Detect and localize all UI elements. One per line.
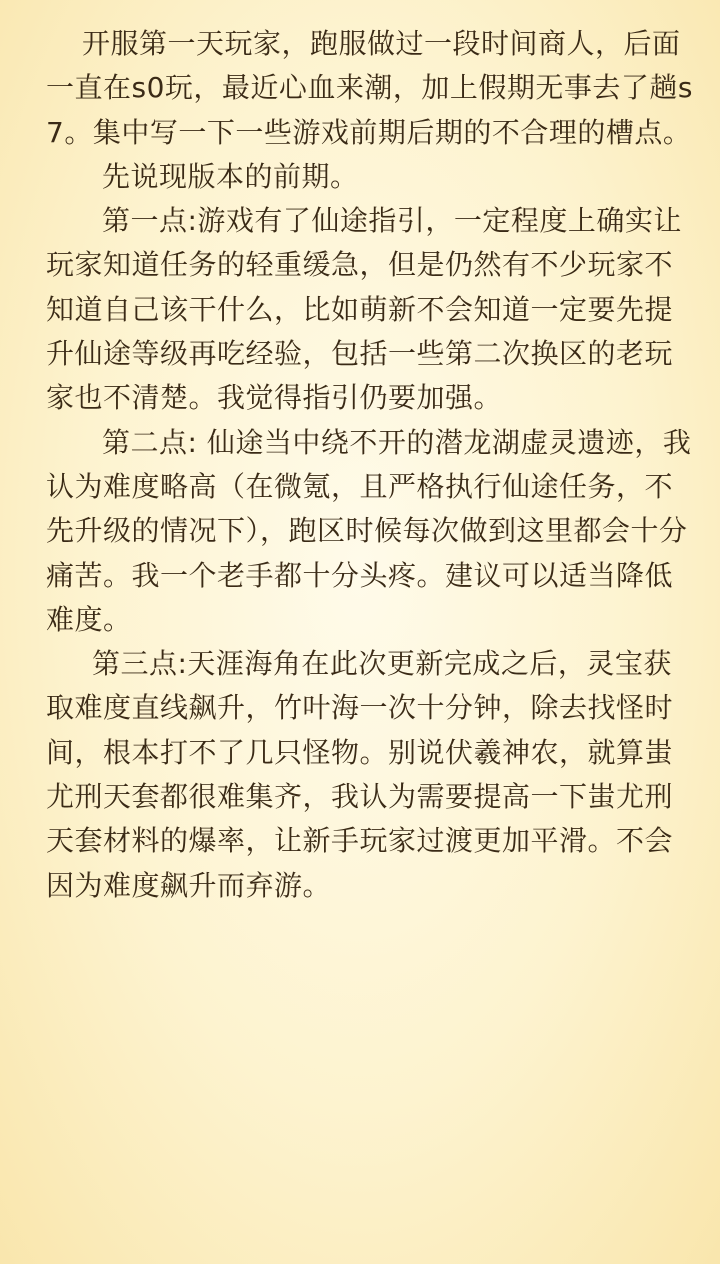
paragraph-point-two: 第二点: 仙途当中绕不开的潜龙湖虚灵遗迹，我认为难度略高（在微氪，且严格执行仙途任务，不先升级的情况下），跑区时候每次做到这里都会十分痛苦。我一个老手都十分头疼。建议可以适当降低难度。: [46, 425, 692, 636]
paragraph-point-one: 第一点:游戏有了仙途指引，一定程度上确实让玩家知道任务的轻重缓急，但是仍然有不少玩家不知道自己该干什么，比如萌新不会知道一定要先提升仙途等级再吃经验，包括一些第二次换区的老玩家也不清楚。我觉得指引仍要加强。: [46, 204, 682, 415]
paragraph-early-game-heading: 先说现版本的前期。: [102, 159, 359, 193]
paragraph-point-three: 第三点:天涯海角在此次更新完成之后，灵宝获取难度直线飙升，竹叶海一次十分钟，除去找怪时间，根本打不了几只怪物。别说伏羲神农，就算蚩尤刑天套都很难集齐，我认为需要提高一下蚩尤刑天套材料的爆率，让新手玩家过渡更加平滑。不会因为难度飙升而弃游。: [46, 647, 674, 902]
paragraph-intro: 开服第一天玩家，跑服做过一段时间商人，后面一直在s0玩，最近心血来潮，加上假期无事去了趟s7。集中写一下一些游戏前期后期的不合理的槽点。: [46, 27, 693, 149]
